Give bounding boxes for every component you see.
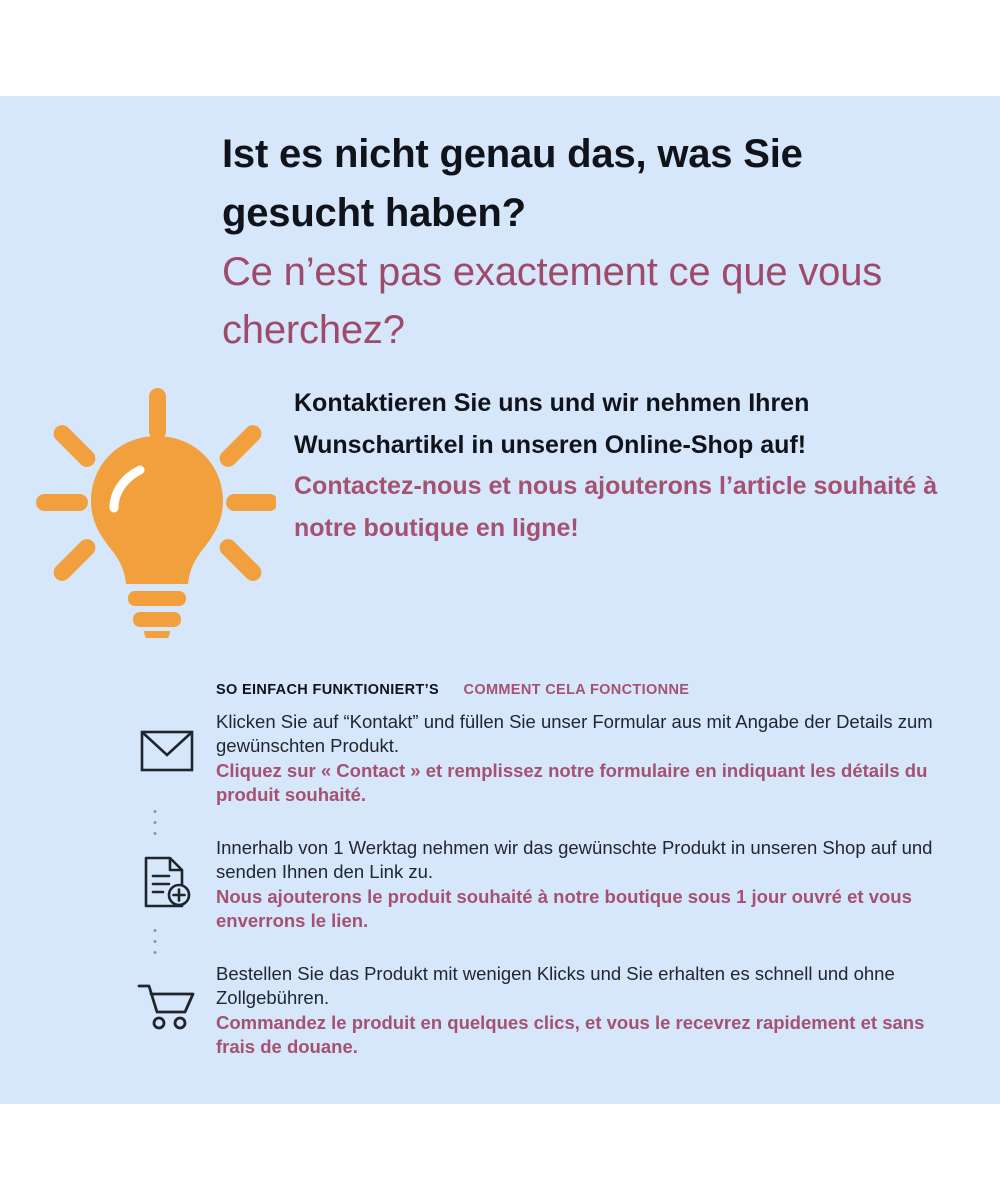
- intro-block: [294, 383, 954, 549]
- steps-heading-de: SO EINFACH FUNKTIONIERT’S: [216, 682, 440, 698]
- shopping-cart-icon: [137, 982, 197, 1030]
- intro-fr: Contactez-nous et nous ajouterons l’article souhaité à notre boutique en ligne!: [294, 472, 938, 542]
- step-text-container: [216, 708, 948, 808]
- step-icon-container: [118, 834, 216, 908]
- step-icon-container: [118, 708, 216, 772]
- intro-de: Kontaktieren Sie uns und wir nehmen Ihren Wunschartikel in unseren Online-Shop auf!: [294, 389, 810, 459]
- envelope-icon: [140, 730, 194, 772]
- list-item: [118, 960, 948, 1086]
- step-text-container: [216, 960, 948, 1060]
- headline-de: Ist es nicht genau das, was Sie gesucht haben?: [222, 132, 803, 235]
- step-text-de: Innerhalb von 1 Werktag nehmen wir das gewünschte Produkt in unseren Shop auf und senden Ihnen den Link zu.: [216, 837, 933, 883]
- list-item: [118, 834, 948, 960]
- headline-block: [222, 125, 962, 360]
- step-text-fr: Commandez le produit en quelques clics, et vous le recevrez rapidement et sans frais de douane.: [216, 1011, 925, 1058]
- step-icon-container: [118, 960, 216, 1030]
- step-text-de: Bestellen Sie das Produkt mit wenigen Klicks und Sie erhalten es schnell und ohne Zollgebühren.: [216, 963, 895, 1009]
- step-text-de: Klicken Sie auf “Kontakt” und füllen Sie unser Formular aus mit Angabe der Details zum gewünschten Produkt.: [216, 711, 933, 757]
- lightbulb-icon: [36, 388, 276, 638]
- step-text-fr: Cliquez sur « Contact » et remplissez notre formulaire en indiquant les détails du produit souhaité.: [216, 759, 928, 806]
- step-text-container: [216, 834, 948, 934]
- list-item: [118, 708, 948, 834]
- document-add-icon: [142, 856, 192, 908]
- steps-heading-fr: COMMENT CELA FONCTIONNE: [463, 682, 690, 698]
- steps-list: [118, 708, 948, 1086]
- step-text-fr: Nous ajouterons le produit souhaité à notre boutique sous 1 jour ouvré et vous enverrons le lien.: [216, 885, 912, 932]
- headline-fr: Ce n’est pas exactement ce que vous cherchez?: [222, 249, 883, 353]
- lightbulb-illustration: [36, 388, 276, 638]
- steps-heading: [216, 681, 689, 699]
